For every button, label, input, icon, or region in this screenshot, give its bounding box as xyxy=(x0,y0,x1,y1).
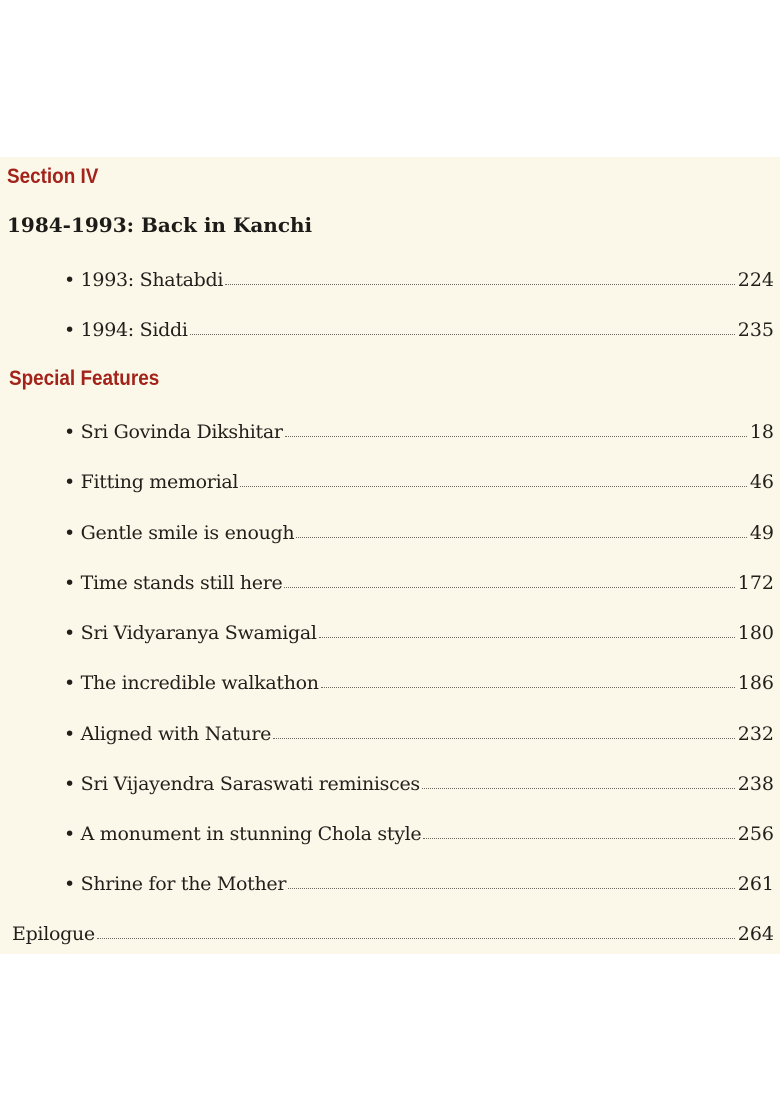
toc-entry[interactable] xyxy=(64,767,774,795)
toc-entry-title: • The incredible walkathon xyxy=(64,672,319,694)
dot-leader xyxy=(225,284,735,285)
section-heading: Section IV xyxy=(7,165,99,188)
dot-leader xyxy=(97,938,735,939)
toc-entry-title: • Time stands still here xyxy=(64,572,283,594)
dot-leader xyxy=(240,486,747,487)
toc-entry[interactable] xyxy=(64,717,774,745)
toc-entry-title: • Sri Govinda Dikshitar xyxy=(64,421,283,443)
toc-entry[interactable] xyxy=(64,666,774,694)
toc-entry[interactable] xyxy=(64,516,774,544)
section-subheading: 1984-1993: Back in Kanchi xyxy=(7,213,313,237)
toc-entry[interactable] xyxy=(64,616,774,644)
toc-entry-page: 46 xyxy=(749,471,774,493)
toc-entry-epilogue[interactable] xyxy=(12,917,774,945)
toc-page xyxy=(0,157,780,954)
toc-entry-page: 235 xyxy=(737,319,774,341)
toc-entry-page: 264 xyxy=(737,923,774,945)
dot-leader xyxy=(273,738,735,739)
dot-leader xyxy=(423,838,734,839)
toc-entry[interactable] xyxy=(64,817,774,845)
toc-entry[interactable] xyxy=(64,263,774,291)
toc-entry-page: 238 xyxy=(737,773,774,795)
toc-entry-title: • 1994: Siddi xyxy=(64,319,188,341)
toc-entry[interactable] xyxy=(64,465,774,493)
toc-entry-page: 18 xyxy=(749,421,774,443)
toc-entry-page: 232 xyxy=(737,723,774,745)
dot-leader xyxy=(190,334,735,335)
toc-entry-title: • Gentle smile is enough xyxy=(64,522,295,544)
toc-entry-title: Epilogue xyxy=(12,923,95,945)
dot-leader xyxy=(422,788,735,789)
toc-entry-title: • A monument in stunning Chola style xyxy=(64,823,422,845)
toc-entry-page: 172 xyxy=(737,572,774,594)
toc-entry-page: 261 xyxy=(737,873,774,895)
dot-leader xyxy=(285,436,747,437)
special-features-heading: Special Features xyxy=(9,367,160,390)
toc-entry-page: 180 xyxy=(737,622,774,644)
dot-leader xyxy=(296,537,746,538)
dot-leader xyxy=(288,888,735,889)
dot-leader xyxy=(319,637,735,638)
toc-entry-title: • Shrine for the Mother xyxy=(64,873,287,895)
toc-entry-page: 49 xyxy=(749,522,774,544)
toc-entry-title: • 1993: Shatabdi xyxy=(64,269,224,291)
toc-entry[interactable] xyxy=(64,313,774,341)
toc-entry-page: 256 xyxy=(737,823,774,845)
dot-leader xyxy=(321,687,735,688)
toc-entry-title: • Fitting memorial xyxy=(64,471,239,493)
toc-entry-title: • Sri Vijayendra Saraswati reminisces xyxy=(64,773,420,795)
toc-entry-page: 186 xyxy=(737,672,774,694)
toc-entry[interactable] xyxy=(64,867,774,895)
dot-leader xyxy=(284,587,734,588)
toc-entry[interactable] xyxy=(64,415,774,443)
toc-entry-page: 224 xyxy=(737,269,774,291)
toc-entry-title: • Aligned with Nature xyxy=(64,723,272,745)
toc-entry-title: • Sri Vidyaranya Swamigal xyxy=(64,622,317,644)
toc-entry[interactable] xyxy=(64,566,774,594)
